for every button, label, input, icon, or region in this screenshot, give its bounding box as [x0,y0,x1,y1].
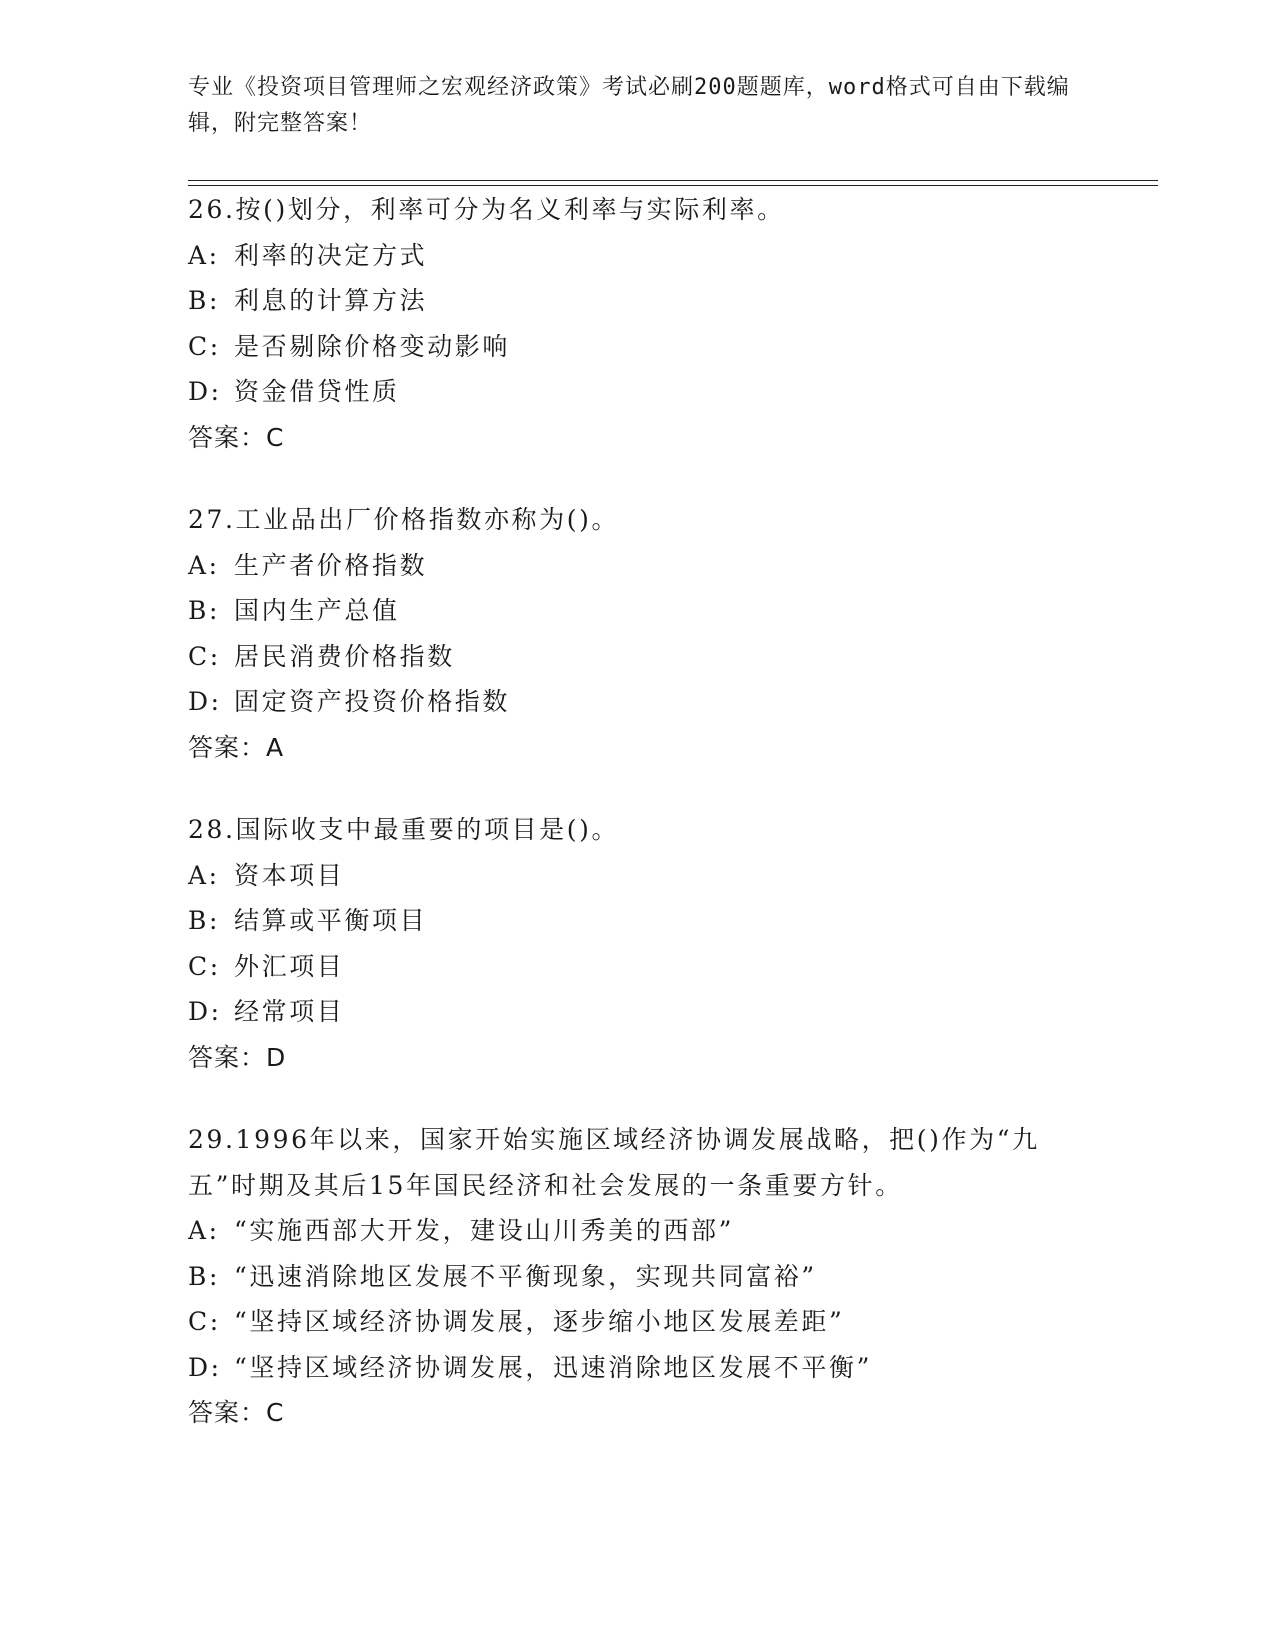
option-text: 居民消费价格指数 [234,641,455,671]
option-key: C: [188,331,221,361]
answer-line: 答案：A [188,732,285,762]
option-text: “坚持区域经济协调发展，逐步缩小地区发展差距” [234,1307,845,1336]
answer-line: 答案：C [188,422,285,452]
option-b [188,1254,1108,1300]
question-stem: 26.按()划分，利率可分为名义利率与实际利率。 [188,195,785,224]
header-divider-top [188,180,1158,181]
option-key: A: [188,1216,220,1245]
option-key: D: [188,997,222,1026]
option-key: B: [188,1261,220,1291]
question-list [188,187,1108,1473]
option-text: 固定资产投资价格指数 [234,687,511,716]
option-key: D: [188,377,222,406]
question-item [188,497,1108,770]
option-key: D: [188,687,222,716]
answer-line: 答案：C [188,1398,285,1427]
option-key: B: [188,596,220,625]
question-stem: 28.国际收支中最重要的项目是()。 [188,815,620,844]
option-text: 外汇项目 [234,951,345,981]
option-text: 利息的计算方法 [234,286,428,315]
option-key: C: [188,641,221,671]
option-c [188,324,1108,370]
option-text: 资本项目 [234,860,345,890]
question-item [188,1117,1108,1436]
option-text: 结算或平衡项目 [234,906,428,935]
option-a [188,543,1108,589]
option-text: 是否剔除价格变动影响 [234,331,511,361]
option-text: 国内生产总值 [234,596,400,625]
option-text: 经常项目 [234,997,345,1026]
question-item [188,187,1108,460]
question-stem: 27.工业品出厂价格指数亦称为()。 [188,505,620,534]
question-stem: 29.1996年以来，国家开始实施区域经济协调发展战略，把()作为“九五”时期及其后15年国民经济和社会发展的一条重要方针。 [188,1125,1040,1200]
option-key: D: [188,1352,222,1382]
option-b [188,278,1108,324]
option-b [188,898,1108,944]
option-key: A: [188,860,220,890]
option-d [188,989,1108,1035]
option-c [188,944,1108,990]
option-a [188,1208,1108,1254]
option-key: B: [188,286,220,315]
header-divider-bottom [188,185,1158,186]
option-c [188,634,1108,680]
header-intro-text: 专业《投资项目管理师之宏观经济政策》考试必刷200题题库，word格式可自由下载编辑，附完整答案！ [188,75,1070,136]
option-key: A: [188,240,220,270]
option-c [188,1299,1108,1345]
option-d [188,679,1108,725]
option-text: “坚持区域经济协调发展，迅速消除地区发展不平衡” [234,1352,872,1382]
option-key: A: [188,550,220,580]
option-text: “实施西部大开发，建设山川秀美的西部” [234,1216,734,1245]
option-d [188,369,1108,415]
question-item [188,807,1108,1080]
option-a [188,853,1108,899]
answer-line: 答案：D [188,1042,287,1072]
document-header [188,70,1088,142]
option-a [188,233,1108,279]
option-key: B: [188,906,220,935]
option-key: C: [188,951,221,981]
option-d [188,1345,1108,1391]
option-text: 生产者价格指数 [234,550,428,580]
option-key: C: [188,1307,221,1336]
option-text: 利率的决定方式 [234,240,428,270]
option-text: “迅速消除地区发展不平衡现象，实现共同富裕” [234,1261,817,1291]
option-text: 资金借贷性质 [234,377,400,406]
option-b [188,588,1108,634]
